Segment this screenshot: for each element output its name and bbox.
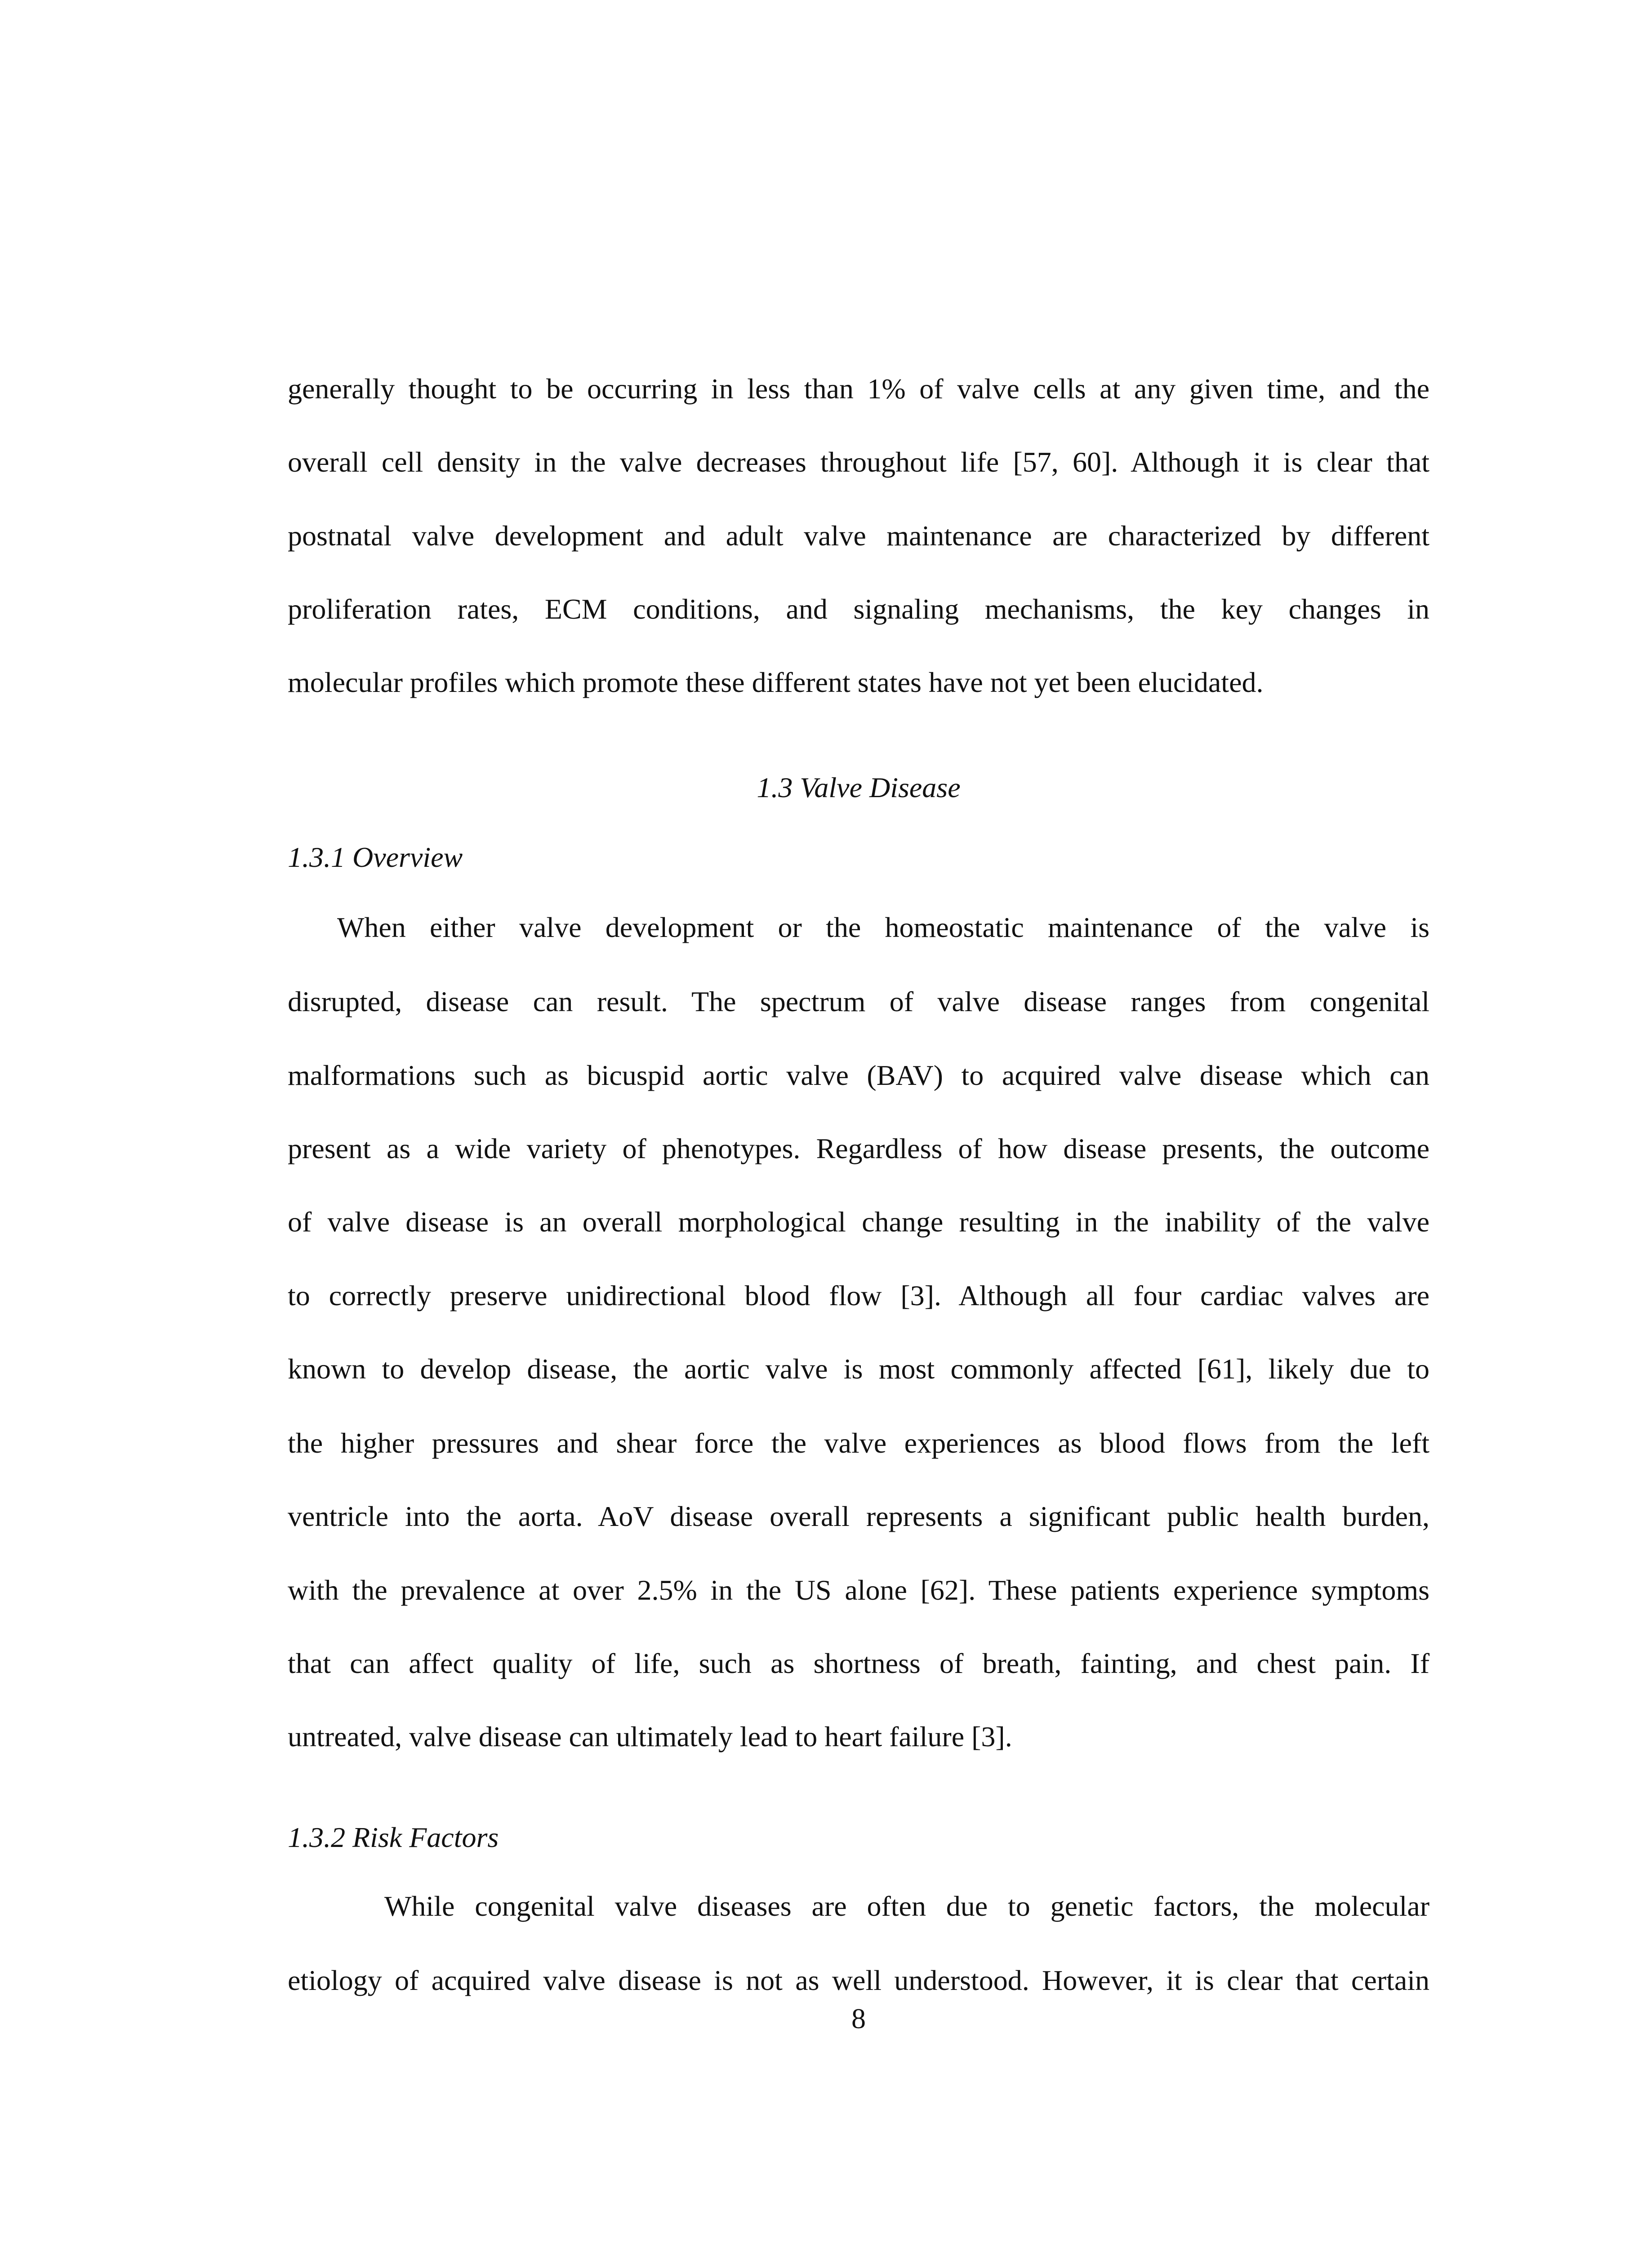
body-text-line: generally thought to be occurring in less than 1% of valve cells at any given time, and the: [288, 373, 1429, 405]
body-text-line: overall cell density in the valve decreases throughout life [57, 60]. Although it is clear that: [288, 446, 1429, 478]
body-text-line: present as a wide variety of phenotypes. Regardless of how disease presents, the outcome: [288, 1133, 1429, 1164]
body-text-line: malformations such as bicuspid aortic valve (BAV) to acquired valve disease which can: [288, 1059, 1429, 1091]
subsection-heading-overview: 1.3.1 Overview: [288, 841, 463, 873]
body-text-line: molecular profiles which promote these different states have not yet been elucidated.: [288, 666, 1264, 698]
subsection-heading-risk-factors: 1.3.2 Risk Factors: [288, 1821, 499, 1853]
body-text-line: with the prevalence at over 2.5% in the US alone [62]. These patients experience symptoms: [288, 1574, 1429, 1606]
body-text-line: of valve disease is an overall morphological change resulting in the inability of the valve: [288, 1206, 1429, 1238]
body-text-line: untreated, valve disease can ultimately lead to heart failure [3].: [288, 1721, 1012, 1753]
body-text-line: the higher pressures and shear force the valve experiences as blood flows from the left: [288, 1427, 1429, 1459]
page-number: 8: [851, 2003, 866, 2034]
body-text-line: While congenital valve diseases are often due to genetic factors, the molecular: [384, 1890, 1429, 1922]
section-heading: 1.3 Valve Disease: [757, 772, 961, 803]
body-text-line: ventricle into the aorta. AoV disease overall represents a significant public health burden,: [288, 1500, 1429, 1532]
body-text-line: When either valve development or the homeostatic maintenance of the valve is: [337, 911, 1429, 943]
body-text-line: disrupted, disease can result. The spectrum of valve disease ranges from congenital: [288, 986, 1429, 1017]
body-text-line: to correctly preserve unidirectional blood flow [3]. Although all four cardiac valves are: [288, 1280, 1429, 1311]
body-text-line: etiology of acquired valve disease is not as well understood. However, it is clear that certain: [288, 1964, 1429, 1996]
body-text-line: that can affect quality of life, such as shortness of breath, fainting, and chest pain. If: [288, 1647, 1429, 1679]
body-text-line: postnatal valve development and adult valve maintenance are characterized by different: [288, 520, 1429, 552]
body-text-line: known to develop disease, the aortic valve is most commonly affected [61], likely due to: [288, 1353, 1429, 1385]
body-text-line: proliferation rates, ECM conditions, and signaling mechanisms, the key changes in: [288, 593, 1429, 625]
